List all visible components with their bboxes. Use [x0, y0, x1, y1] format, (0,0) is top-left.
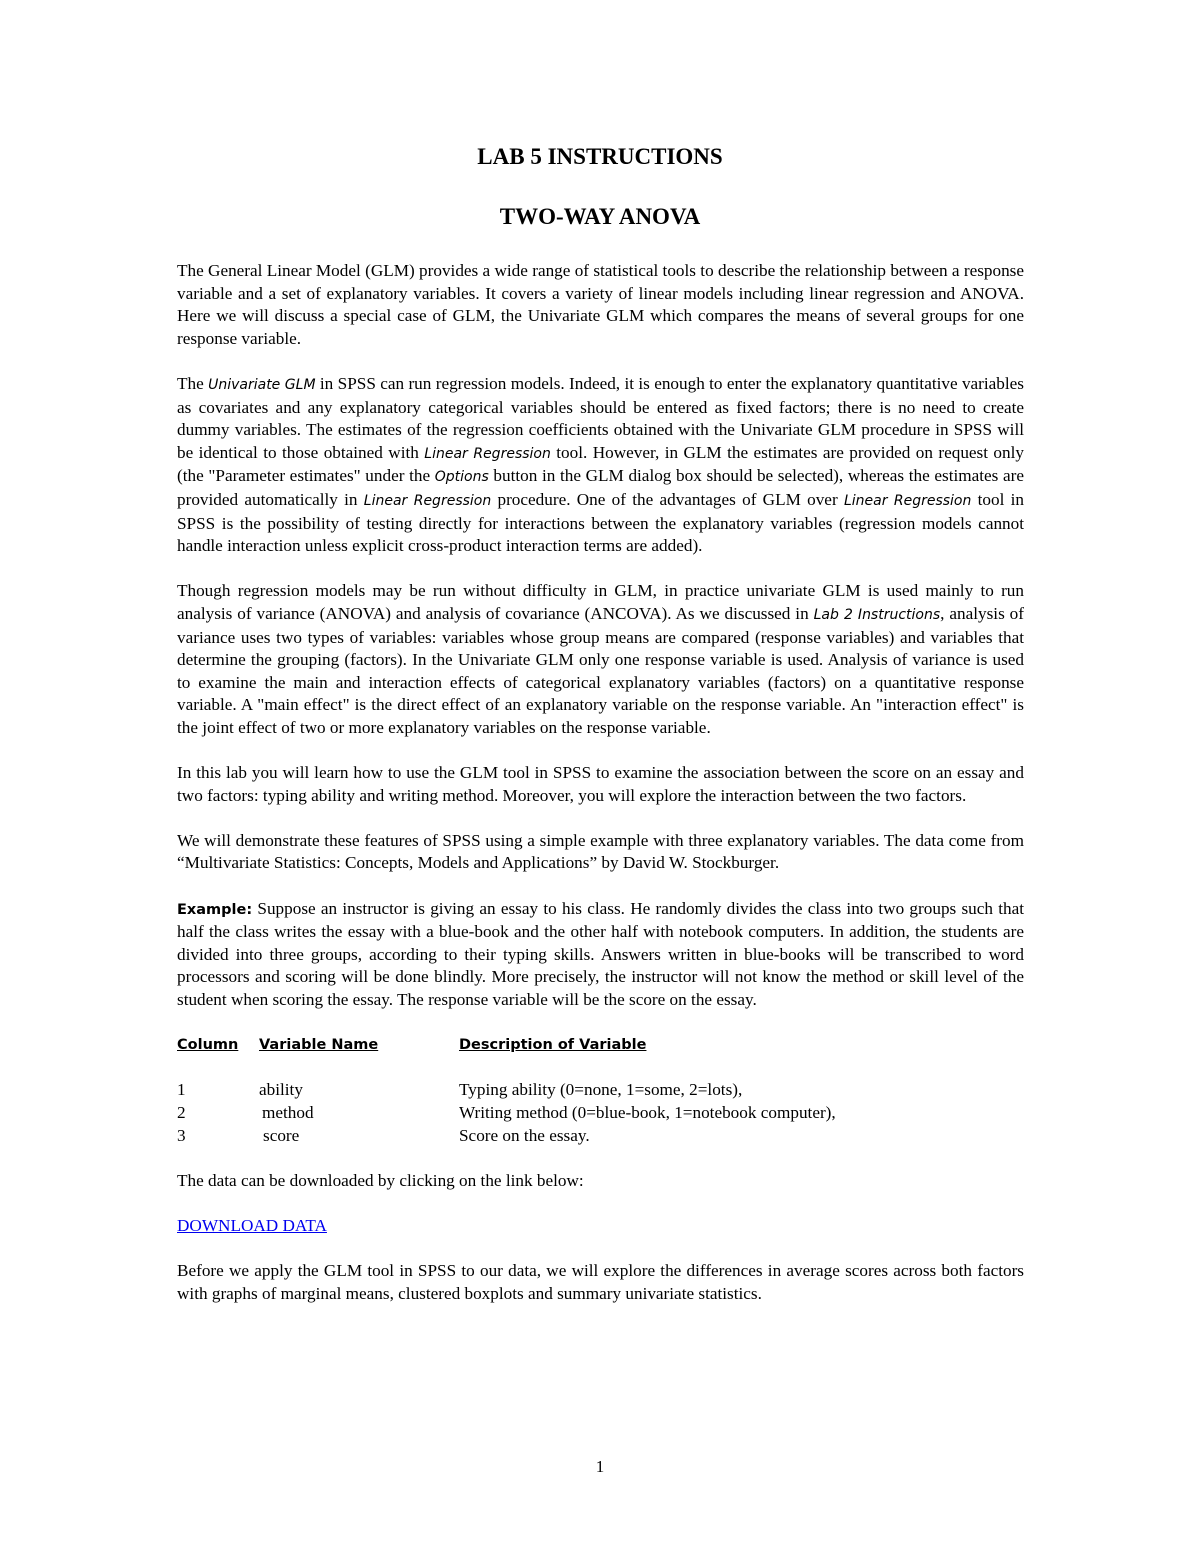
download-data-link[interactable]: DOWNLOAD DATA: [177, 1215, 327, 1235]
text-run: , analysis of variance uses two types of variables: variables whose group means are compared (response variables) and variables that determine the grouping (factors). In the Univariate GLM only one response variable is used. Analysis of variance is used to examine the main and interaction effects of categorical explanatory variables (factors) on a quantitative response variable. A "main effect" is the direct effect of an explanatory variable on the response variable. An "interaction effect" is the joint effect of two or more explanatory variables on the response variable.: [177, 603, 1025, 737]
table-header-column: Column: [177, 1037, 239, 1054]
term-lab2-instructions: Lab 2 Instructions: [813, 606, 941, 623]
cell-column: 3: [177, 1125, 186, 1145]
variable-table: [177, 1034, 1024, 1147]
term-options: Options: [434, 469, 489, 486]
term-linear-regression: Linear Regression: [843, 492, 972, 509]
paragraph-example: [177, 898, 1024, 1012]
cell-variable-name: ability: [259, 1080, 303, 1100]
paragraph-next-steps: Before we apply the GLM tool in SPSS to our data, we will explore the differences in average scores across both factors with graphs of marginal means, clustered boxplots and summary univariate statistics.: [177, 1261, 1024, 1303]
table-header-row: [177, 1034, 1024, 1079]
term-linear-regression: Linear Regression: [363, 492, 492, 509]
table-row: [177, 1102, 1024, 1125]
cell-variable-name: score: [263, 1125, 300, 1145]
text-run: Though regression models may be run without difficulty in GLM, in practice univariate GLM is used mainly to run analysis of variance (ANOVA) and analysis of covariance (ANCOVA). As we discussed in: [177, 581, 1024, 623]
text-run: in SPSS can run regression models. Indeed, it is enough to enter the explanatory quantitative variables as covariates and any explanatory categorical variables should be entered as fixed factors; there is no need to create dummy variables. The estimates of the regression coefficients obtained with the Univariate GLM procedure in SPSS will be identical to those obtained with: [177, 373, 1024, 462]
text-run: procedure. One of the advantages of GLM over: [491, 489, 844, 509]
paragraph-univariate-glm: [177, 373, 1024, 558]
cell-description: Typing ability (0=none, 1=some, 2=lots),: [459, 1080, 743, 1100]
cell-column: 1: [177, 1080, 186, 1100]
table-header-description: Description of Variable: [459, 1037, 647, 1054]
document-title: LAB 5 INSTRUCTIONS: [477, 144, 723, 169]
paragraph-anova: [177, 580, 1024, 739]
paragraph-data-source: We will demonstrate these features of SPSS using a simple example with three explanatory variables. The data come from “Multivariate Statistics: Concepts, Models and Applications” by David W. Stockburger.: [177, 830, 1024, 873]
text-run: Suppose an instructor is giving an essay to his class. He randomly divides the class into two groups such that half the class writes the essay with a blue-book and the other half with notebook computers. In addition, the students are divided into three groups, according to their typing skills. Answers written in blue-books will be transcribed to word processors and scoring will be done blindly. More precisely, the instructor will not know the method or skill level of the student when scoring the essay. The response variable will be the score on the essay.: [177, 898, 1024, 1009]
term-univariate-glm: Univariate GLM: [208, 376, 316, 393]
table-header-variable-name: Variable Name: [259, 1037, 379, 1054]
paragraph-intro: The General Linear Model (GLM) provides a wide range of statistical tools to describe the relationship between a response variable and a set of explanatory variables. It covers a variety of linear models including linear regression and ANOVA. Here we will discuss a special case of GLM, the Univariate GLM which compares the means of several groups for one response variable.: [177, 261, 1024, 348]
example-label: Example:: [177, 901, 253, 918]
cell-description: Score on the essay.: [459, 1125, 590, 1145]
text-run: The: [177, 373, 209, 393]
text-run: tool. However, in GLM the estimates are provided on request only (the "Parameter estimates" under the: [177, 442, 1024, 486]
document-subtitle: TWO-WAY ANOVA: [499, 204, 701, 229]
table-row: [177, 1125, 1024, 1148]
text-run: tool in SPSS is the possibility of testing directly for interactions between the explanatory variables (regression models cannot handle interaction unless explicit cross-product interaction terms are added).: [177, 489, 1024, 556]
page-number: 1: [595, 1457, 605, 1476]
document-body: [177, 260, 1024, 1328]
download-link-line: [177, 1215, 1024, 1238]
term-linear-regression: Linear Regression: [424, 445, 551, 462]
table-row: [177, 1079, 1024, 1102]
paragraph-download-intro: The data can be downloaded by clicking on the link below:: [177, 1170, 584, 1190]
cell-variable-name: method: [262, 1102, 314, 1122]
paragraph-lab-goal: In this lab you will learn how to use the GLM tool in SPSS to examine the association between the score on an essay and two factors: typing ability and writing method. Moreover, you will explore the interaction between the two factors.: [177, 763, 1024, 805]
cell-column: 2: [177, 1102, 186, 1122]
text-run: button in the GLM dialog box should be selected), whereas the estimates are provided automatically in: [177, 466, 1024, 509]
cell-description: Writing method (0=blue-book, 1=notebook computer),: [459, 1102, 836, 1122]
